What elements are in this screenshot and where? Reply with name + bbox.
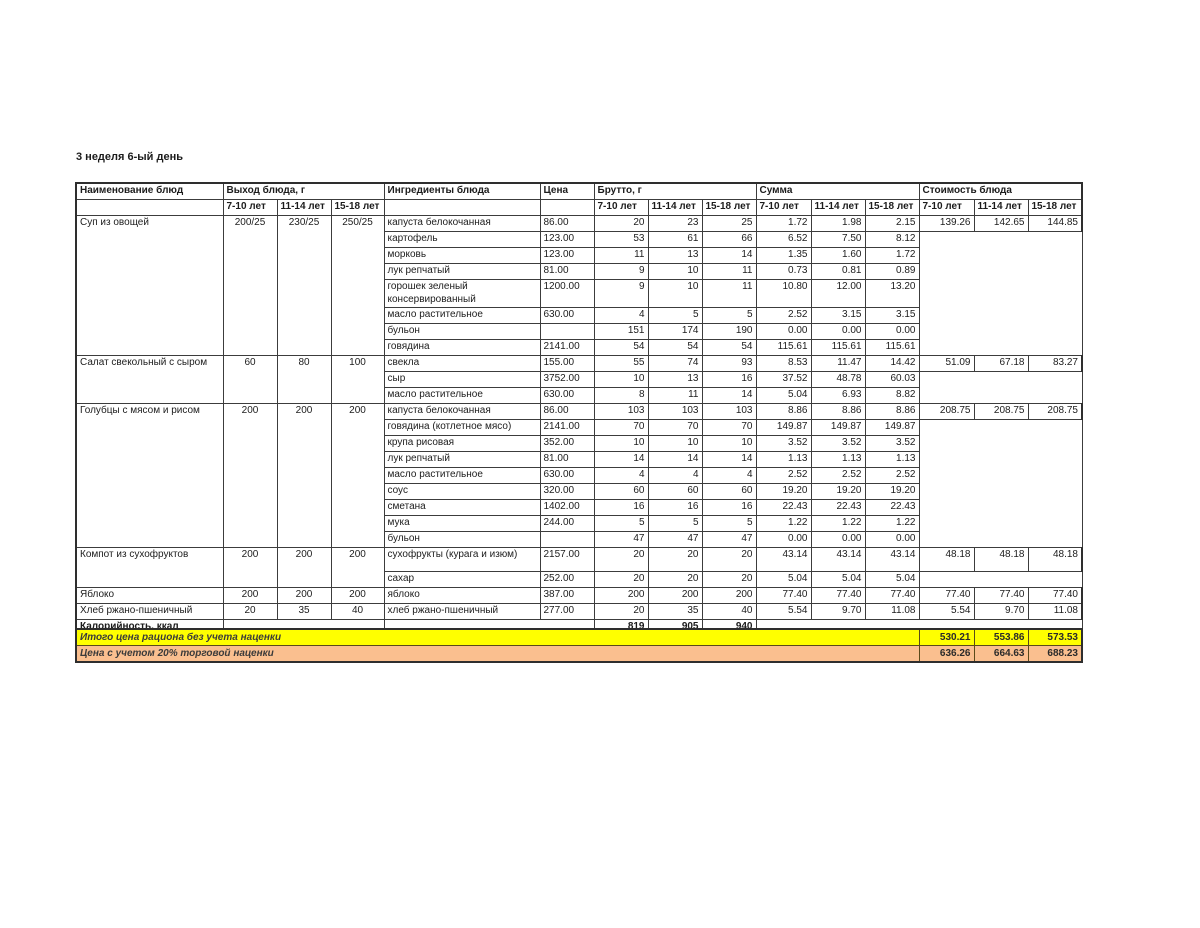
ingredient-name-cell: масло растительное	[384, 388, 540, 404]
table-row	[76, 216, 1082, 232]
summa-value-cell: 8.86	[811, 404, 865, 420]
table-row	[76, 588, 1082, 604]
summa-value-cell: 6.93	[811, 388, 865, 404]
menu-table-body	[76, 216, 1082, 637]
summa-value-cell: 1.22	[865, 516, 919, 532]
header-cost-age: 15-18 лет	[1028, 200, 1082, 216]
header-brutto: Брутто, г	[594, 183, 756, 200]
summa-value-cell: 43.14	[865, 548, 919, 572]
ingredient-price-cell: 352.00	[540, 436, 594, 452]
ingredient-name-cell: лук репчатый	[384, 264, 540, 280]
summa-value-cell: 1.22	[811, 516, 865, 532]
summa-value-cell: 8.82	[865, 388, 919, 404]
dish-name-cell: Салат свекольный с сыром	[76, 356, 223, 404]
brutto-value-cell: 54	[702, 340, 756, 356]
brutto-value-cell: 103	[594, 404, 648, 420]
summa-value-cell: 0.00	[811, 532, 865, 548]
summa-value-cell: 0.00	[756, 324, 811, 340]
dish-output-cell: 230/25	[277, 216, 331, 356]
ingredient-price-cell: 86.00	[540, 216, 594, 232]
brutto-value-cell: 61	[648, 232, 702, 248]
summa-value-cell: 0.73	[756, 264, 811, 280]
brutto-value-cell: 55	[594, 356, 648, 372]
summa-value-cell: 115.61	[811, 340, 865, 356]
brutto-value-cell: 5	[702, 516, 756, 532]
ingredient-price-cell	[540, 532, 594, 548]
menu-table	[75, 182, 1083, 637]
ingredient-name-cell: мука	[384, 516, 540, 532]
dish-cost-cell: 208.75	[1028, 404, 1082, 420]
dish-output-cell: 250/25	[331, 216, 384, 356]
brutto-value-cell: 200	[594, 588, 648, 604]
ingredient-name-cell: лук репчатый	[384, 452, 540, 468]
brutto-value-cell: 70	[702, 420, 756, 436]
summa-value-cell: 11.47	[811, 356, 865, 372]
ingredient-name-cell: сухофрукты (курага и изюм)	[384, 548, 540, 572]
summa-value-cell: 8.86	[756, 404, 811, 420]
dish-output-cell: 200	[331, 548, 384, 588]
total-value: 664.63	[974, 646, 1028, 663]
total-value: 688.23	[1028, 646, 1082, 663]
brutto-value-cell: 190	[702, 324, 756, 340]
brutto-value-cell: 53	[594, 232, 648, 248]
summa-value-cell: 115.61	[865, 340, 919, 356]
summa-value-cell: 3.15	[865, 308, 919, 324]
brutto-value-cell: 9	[594, 264, 648, 280]
ingredient-name-cell: сыр	[384, 372, 540, 388]
total-value: 553.86	[974, 629, 1028, 646]
brutto-value-cell: 74	[648, 356, 702, 372]
brutto-value-cell: 60	[648, 484, 702, 500]
summa-value-cell: 77.40	[811, 588, 865, 604]
summa-value-cell: 11.08	[865, 604, 919, 620]
page-title: 3 неделя 6-ый день	[76, 151, 183, 163]
summa-value-cell: 19.20	[756, 484, 811, 500]
empty-cost-region	[919, 232, 1082, 356]
dish-cost-cell: 51.09	[919, 356, 974, 372]
brutto-value-cell: 14	[594, 452, 648, 468]
dish-cost-cell: 48.18	[974, 548, 1028, 572]
brutto-value-cell: 20	[648, 572, 702, 588]
ingredient-price-cell: 630.00	[540, 308, 594, 324]
brutto-value-cell: 16	[702, 372, 756, 388]
brutto-value-cell: 93	[702, 356, 756, 372]
ingredient-price-cell: 2141.00	[540, 340, 594, 356]
summa-value-cell: 1.13	[865, 452, 919, 468]
brutto-value-cell: 5	[594, 516, 648, 532]
dish-cost-cell: 77.40	[974, 588, 1028, 604]
summa-value-cell: 8.86	[865, 404, 919, 420]
brutto-value-cell: 11	[648, 388, 702, 404]
summa-value-cell: 7.50	[811, 232, 865, 248]
ingredient-name-cell: хлеб ржано-пшеничный	[384, 604, 540, 620]
dish-name-cell: Хлеб ржано-пшеничный	[76, 604, 223, 620]
summa-value-cell: 14.42	[865, 356, 919, 372]
summa-value-cell: 22.43	[756, 500, 811, 516]
brutto-value-cell: 16	[594, 500, 648, 516]
summa-value-cell: 0.00	[865, 532, 919, 548]
summa-value-cell: 43.14	[811, 548, 865, 572]
total-label: Цена с учетом 20% торговой наценки	[76, 646, 919, 663]
brutto-value-cell: 20	[702, 548, 756, 572]
summa-value-cell: 2.15	[865, 216, 919, 232]
header-ingredients: Ингредиенты блюда	[384, 183, 540, 200]
ingredient-name-cell: масло растительное	[384, 468, 540, 484]
brutto-value-cell: 16	[702, 500, 756, 516]
totals-row	[76, 629, 1082, 646]
ingredient-price-cell: 2157.00	[540, 548, 594, 572]
header-summa-age: 15-18 лет	[865, 200, 919, 216]
header-cost: Стоимость блюда	[919, 183, 1082, 200]
header-row-groups	[76, 183, 1082, 200]
dish-cost-cell: 142.65	[974, 216, 1028, 232]
summa-value-cell: 12.00	[811, 280, 865, 308]
calories-value: 819	[594, 620, 648, 637]
summa-value-cell: 1.13	[756, 452, 811, 468]
ingredient-name-cell: капуста белокочанная	[384, 216, 540, 232]
empty-cost-region	[919, 372, 1082, 404]
dish-output-cell: 200	[223, 404, 277, 548]
summa-value-cell: 77.40	[865, 588, 919, 604]
header-output: Выход блюда, г	[223, 183, 384, 200]
brutto-value-cell: 20	[594, 572, 648, 588]
summa-value-cell: 3.15	[811, 308, 865, 324]
ingredient-name-cell: масло растительное	[384, 308, 540, 324]
brutto-value-cell: 5	[648, 516, 702, 532]
dish-cost-cell: 144.85	[1028, 216, 1082, 232]
dish-output-cell: 200	[277, 548, 331, 588]
brutto-value-cell: 4	[702, 468, 756, 484]
ingredient-name-cell: говядина	[384, 340, 540, 356]
header-empty	[384, 200, 540, 216]
brutto-value-cell: 11	[594, 248, 648, 264]
table-row	[76, 604, 1082, 620]
ingredient-price-cell: 123.00	[540, 248, 594, 264]
ingredient-price-cell: 2141.00	[540, 420, 594, 436]
header-cost-age: 11-14 лет	[974, 200, 1028, 216]
dish-output-cell: 60	[223, 356, 277, 404]
brutto-value-cell: 11	[702, 264, 756, 280]
dish-output-cell: 200	[223, 548, 277, 588]
ingredient-price-cell: 81.00	[540, 264, 594, 280]
calories-label: Калорийность, ккал	[76, 620, 223, 637]
dish-output-cell: 200/25	[223, 216, 277, 356]
brutto-value-cell: 200	[702, 588, 756, 604]
brutto-value-cell: 200	[648, 588, 702, 604]
dish-cost-cell: 67.18	[974, 356, 1028, 372]
summa-value-cell: 48.78	[811, 372, 865, 388]
dish-output-cell: 200	[331, 404, 384, 548]
calories-value: 905	[648, 620, 702, 637]
dish-cost-cell: 48.18	[919, 548, 974, 572]
brutto-value-cell: 10	[702, 436, 756, 452]
header-output-age: 15-18 лет	[331, 200, 384, 216]
calories-value: 940	[702, 620, 756, 637]
ingredient-price-cell: 630.00	[540, 468, 594, 484]
summa-value-cell: 0.00	[811, 324, 865, 340]
brutto-value-cell: 60	[594, 484, 648, 500]
summa-value-cell: 13.20	[865, 280, 919, 308]
dish-name-cell: Компот из сухофруктов	[76, 548, 223, 588]
brutto-value-cell: 174	[648, 324, 702, 340]
header-row-ages	[76, 200, 1082, 216]
ingredient-name-cell: крупа рисовая	[384, 436, 540, 452]
summa-value-cell: 149.87	[865, 420, 919, 436]
header-summa-age: 7-10 лет	[756, 200, 811, 216]
totals-table	[75, 628, 1083, 663]
brutto-value-cell: 14	[702, 248, 756, 264]
header-output-age: 7-10 лет	[223, 200, 277, 216]
summa-value-cell: 8.12	[865, 232, 919, 248]
dish-output-cell: 200	[277, 588, 331, 604]
dish-cost-cell: 48.18	[1028, 548, 1082, 572]
total-value: 530.21	[919, 629, 974, 646]
brutto-value-cell: 10	[648, 264, 702, 280]
total-value: 636.26	[919, 646, 974, 663]
brutto-value-cell: 47	[702, 532, 756, 548]
ingredient-name-cell: яблоко	[384, 588, 540, 604]
ingredient-name-cell: капуста белокочанная	[384, 404, 540, 420]
summa-value-cell: 3.52	[756, 436, 811, 452]
brutto-value-cell: 4	[594, 308, 648, 324]
total-label: Итого цена рациона без учета наценки	[76, 629, 919, 646]
header-price: Цена	[540, 183, 594, 200]
brutto-value-cell: 151	[594, 324, 648, 340]
dish-output-cell: 80	[277, 356, 331, 404]
brutto-value-cell: 25	[702, 216, 756, 232]
brutto-value-cell: 20	[648, 548, 702, 572]
summa-value-cell: 2.52	[865, 468, 919, 484]
brutto-value-cell: 20	[594, 548, 648, 572]
brutto-value-cell: 14	[702, 452, 756, 468]
brutto-value-cell: 60	[702, 484, 756, 500]
ingredient-name-cell: картофель	[384, 232, 540, 248]
summa-value-cell: 5.04	[811, 572, 865, 588]
dish-output-cell: 100	[331, 356, 384, 404]
brutto-value-cell: 13	[648, 372, 702, 388]
summa-value-cell: 5.04	[865, 572, 919, 588]
summa-value-cell: 10.80	[756, 280, 811, 308]
brutto-value-cell: 70	[594, 420, 648, 436]
menu-table-header	[76, 183, 1082, 216]
summa-value-cell: 5.04	[756, 572, 811, 588]
summa-value-cell: 0.81	[811, 264, 865, 280]
ingredient-name-cell: свекла	[384, 356, 540, 372]
header-brutto-age: 15-18 лет	[702, 200, 756, 216]
summa-value-cell: 19.20	[865, 484, 919, 500]
summa-value-cell: 149.87	[811, 420, 865, 436]
header-empty	[540, 200, 594, 216]
summa-value-cell: 6.52	[756, 232, 811, 248]
dish-cost-cell: 11.08	[1028, 604, 1082, 620]
header-cost-age: 7-10 лет	[919, 200, 974, 216]
dish-cost-cell: 83.27	[1028, 356, 1082, 372]
ingredient-price-cell: 387.00	[540, 588, 594, 604]
header-summa: Сумма	[756, 183, 919, 200]
totals-row	[76, 646, 1082, 663]
brutto-value-cell: 11	[702, 280, 756, 308]
dish-cost-cell: 208.75	[919, 404, 974, 420]
dish-name-cell: Суп из овощей	[76, 216, 223, 356]
empty-cost-region	[919, 420, 1082, 548]
summa-value-cell: 3.52	[865, 436, 919, 452]
brutto-value-cell: 10	[648, 436, 702, 452]
brutto-value-cell: 5	[648, 308, 702, 324]
brutto-value-cell: 20	[702, 572, 756, 588]
summa-value-cell: 1.98	[811, 216, 865, 232]
summa-value-cell: 1.72	[756, 216, 811, 232]
brutto-value-cell: 54	[648, 340, 702, 356]
ingredient-price-cell: 3752.00	[540, 372, 594, 388]
brutto-value-cell: 47	[648, 532, 702, 548]
dish-cost-cell: 208.75	[974, 404, 1028, 420]
summa-value-cell: 0.00	[865, 324, 919, 340]
header-summa-age: 11-14 лет	[811, 200, 865, 216]
ingredient-name-cell: говядина (котлетное мясо)	[384, 420, 540, 436]
header-empty	[76, 200, 223, 216]
ingredient-name-cell: горошек зеленый консервированный	[384, 280, 540, 308]
brutto-value-cell: 14	[702, 388, 756, 404]
ingredient-price-cell: 1200.00	[540, 280, 594, 308]
summa-value-cell: 5.04	[756, 388, 811, 404]
summa-value-cell: 22.43	[865, 500, 919, 516]
brutto-value-cell: 66	[702, 232, 756, 248]
brutto-value-cell: 47	[594, 532, 648, 548]
summa-value-cell: 8.53	[756, 356, 811, 372]
summa-value-cell: 5.54	[756, 604, 811, 620]
ingredient-price-cell: 320.00	[540, 484, 594, 500]
summa-value-cell: 9.70	[811, 604, 865, 620]
ingredient-name-cell: соус	[384, 484, 540, 500]
summa-value-cell: 19.20	[811, 484, 865, 500]
dish-cost-cell: 77.40	[1028, 588, 1082, 604]
ingredient-price-cell: 155.00	[540, 356, 594, 372]
brutto-value-cell: 40	[702, 604, 756, 620]
dish-output-cell: 20	[223, 604, 277, 620]
brutto-value-cell: 4	[648, 468, 702, 484]
dish-name-cell: Голубцы с мясом и рисом	[76, 404, 223, 548]
summa-value-cell: 2.52	[756, 468, 811, 484]
summa-value-cell: 22.43	[811, 500, 865, 516]
summa-value-cell: 2.52	[756, 308, 811, 324]
dish-cost-cell: 9.70	[974, 604, 1028, 620]
header-brutto-age: 11-14 лет	[648, 200, 702, 216]
summa-value-cell: 0.89	[865, 264, 919, 280]
summa-value-cell: 3.52	[811, 436, 865, 452]
ingredient-price-cell: 86.00	[540, 404, 594, 420]
ingredient-name-cell: морковь	[384, 248, 540, 264]
brutto-value-cell: 10	[594, 372, 648, 388]
dish-output-cell: 200	[223, 588, 277, 604]
brutto-value-cell: 54	[594, 340, 648, 356]
summa-value-cell: 1.22	[756, 516, 811, 532]
summa-value-cell: 43.14	[756, 548, 811, 572]
total-value: 573.53	[1028, 629, 1082, 646]
summa-value-cell: 60.03	[865, 372, 919, 388]
ingredient-price-cell: 252.00	[540, 572, 594, 588]
brutto-value-cell: 4	[594, 468, 648, 484]
summa-value-cell: 37.52	[756, 372, 811, 388]
brutto-value-cell: 9	[594, 280, 648, 308]
ingredient-price-cell: 123.00	[540, 232, 594, 248]
brutto-value-cell: 13	[648, 248, 702, 264]
ingredient-price-cell	[540, 324, 594, 340]
table-row	[76, 548, 1082, 572]
header-dish-name: Наименование блюд	[76, 183, 223, 200]
ingredient-name-cell: бульон	[384, 324, 540, 340]
brutto-value-cell: 5	[702, 308, 756, 324]
ingredient-price-cell: 277.00	[540, 604, 594, 620]
table-row	[76, 404, 1082, 420]
summa-value-cell: 0.00	[756, 532, 811, 548]
brutto-value-cell: 103	[702, 404, 756, 420]
ingredient-price-cell: 1402.00	[540, 500, 594, 516]
summa-value-cell: 1.35	[756, 248, 811, 264]
summa-value-cell: 2.52	[811, 468, 865, 484]
brutto-value-cell: 20	[594, 216, 648, 232]
brutto-value-cell: 10	[594, 436, 648, 452]
ingredient-price-cell: 244.00	[540, 516, 594, 532]
summa-value-cell: 115.61	[756, 340, 811, 356]
brutto-value-cell: 10	[648, 280, 702, 308]
header-brutto-age: 7-10 лет	[594, 200, 648, 216]
dish-output-cell: 200	[277, 404, 331, 548]
ingredient-price-cell: 630.00	[540, 388, 594, 404]
table-row	[76, 356, 1082, 372]
ingredient-name-cell: сахар	[384, 572, 540, 588]
header-output-age: 11-14 лет	[277, 200, 331, 216]
summa-value-cell: 149.87	[756, 420, 811, 436]
ingredient-name-cell: сметана	[384, 500, 540, 516]
brutto-value-cell: 70	[648, 420, 702, 436]
brutto-value-cell: 20	[594, 604, 648, 620]
dish-name-cell: Яблоко	[76, 588, 223, 604]
empty-cost-region	[919, 572, 1082, 588]
brutto-value-cell: 103	[648, 404, 702, 420]
ingredient-name-cell: бульон	[384, 532, 540, 548]
summa-value-cell: 1.72	[865, 248, 919, 264]
dish-cost-cell: 139.26	[919, 216, 974, 232]
brutto-value-cell: 14	[648, 452, 702, 468]
dish-output-cell: 40	[331, 604, 384, 620]
summa-value-cell: 1.60	[811, 248, 865, 264]
dish-cost-cell: 77.40	[919, 588, 974, 604]
brutto-value-cell: 23	[648, 216, 702, 232]
summa-value-cell: 1.13	[811, 452, 865, 468]
dish-output-cell: 200	[331, 588, 384, 604]
brutto-value-cell: 8	[594, 388, 648, 404]
ingredient-price-cell: 81.00	[540, 452, 594, 468]
brutto-value-cell: 16	[648, 500, 702, 516]
dish-cost-cell: 5.54	[919, 604, 974, 620]
dish-output-cell: 35	[277, 604, 331, 620]
summa-value-cell: 77.40	[756, 588, 811, 604]
brutto-value-cell: 35	[648, 604, 702, 620]
totals-table-body	[76, 629, 1082, 662]
